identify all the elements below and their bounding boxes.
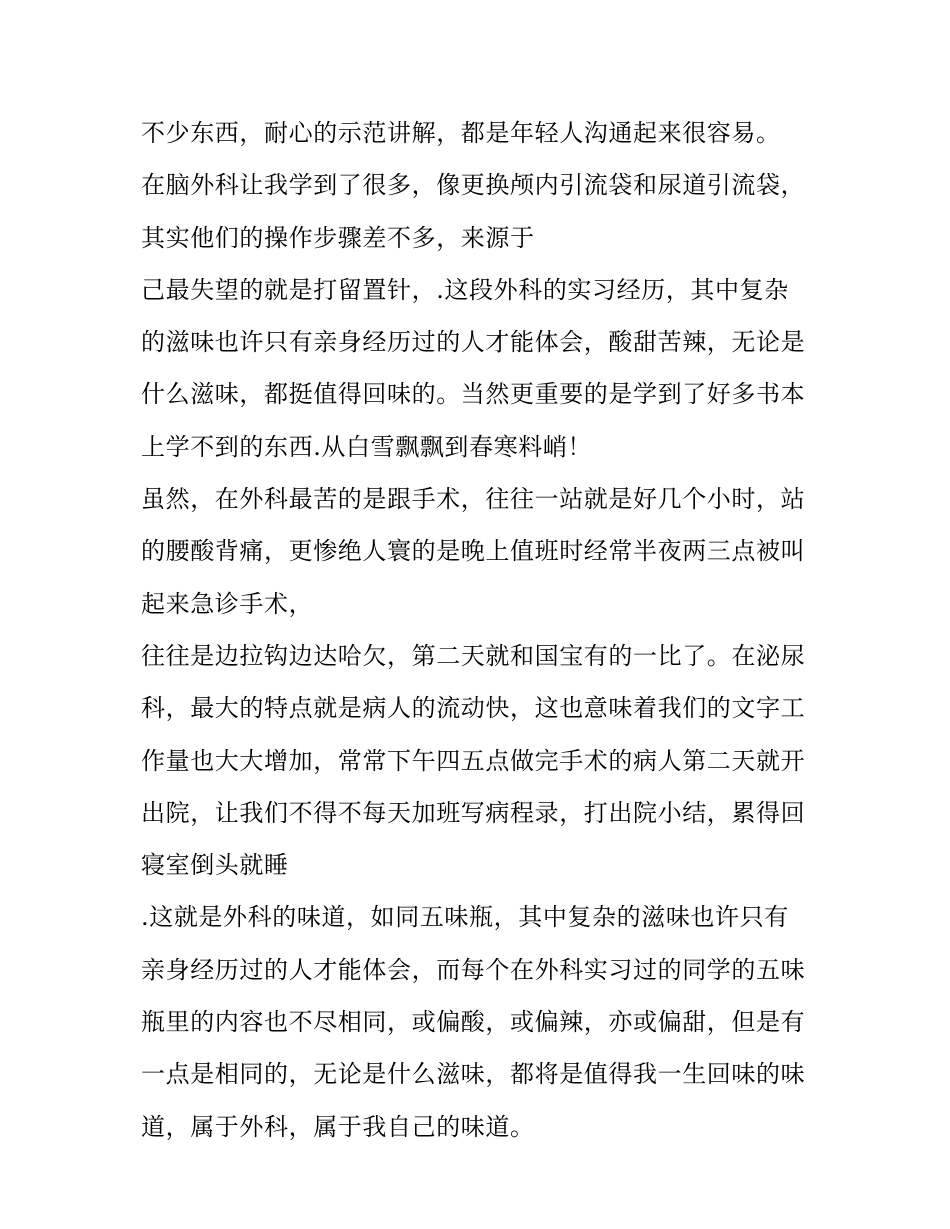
text-line: .这就是外科的味道，如同五味瓶，其中复杂的滋味也许只有 (141, 903, 789, 932)
text-line: 科，最大的特点就是病人的流动快，这也意味着我们的文字工 (141, 694, 806, 723)
text-line: 作量也大大增加，常常下午四五点做完手术的病人第二天就开 (141, 746, 806, 775)
text-line: 在脑外科让我学到了很多，像更换颅内引流袋和尿道引流袋， (141, 171, 806, 200)
text-line: 一点是相同的，无论是什么滋味，都将是值得我一生回味的味 (141, 1060, 806, 1089)
text-line: 寝室倒头就睡 (141, 851, 289, 880)
text-line: 不少东西，耐心的示范讲解，都是年轻人沟通起来很容易。 (141, 119, 781, 147)
text-line: 己最失望的就是打留置针，.这段外科的实习经历，其中复杂 (141, 275, 789, 304)
text-line: 起来急诊手术， (141, 589, 314, 618)
text-line: 的滋味也许只有亲身经历过的人才能体会，酸甜苦辣，无论是 (141, 328, 806, 357)
text-line: 亲身经历过的人才能体会，而每个在外科实习过的同学的五味 (141, 955, 806, 984)
text-line: 往往是边拉钩边达哈欠，第二天就和国宝有的一比了。在泌尿 (141, 641, 806, 670)
text-line: 什么滋味，都挺值得回味的。当然更重要的是学到了好多书本 (141, 380, 806, 409)
text-line: 上学不到的东西.从白雪飘飘到春寒料峭！ (141, 432, 593, 461)
body-text (141, 107, 821, 1153)
text-line: 道，属于外科，属于我自己的味道。 (141, 1112, 535, 1141)
text-line: 瓶里的内容也不尽相同，或偏酸，或偏辣，亦或偏甜，但是有 (141, 1008, 806, 1037)
text-line: 其实他们的操作步骤差不多，来源于 (141, 223, 535, 252)
text-line: 虽然，在外科最苦的是跟手术，往往一站就是好几个小时，站 (141, 485, 806, 514)
text-line: 的腰酸背痛，更惨绝人寰的是晚上值班时经常半夜两三点被叫 (141, 537, 806, 566)
text-line: 出院，让我们不得不每天加班写病程录，打出院小结，累得回 (141, 798, 806, 827)
